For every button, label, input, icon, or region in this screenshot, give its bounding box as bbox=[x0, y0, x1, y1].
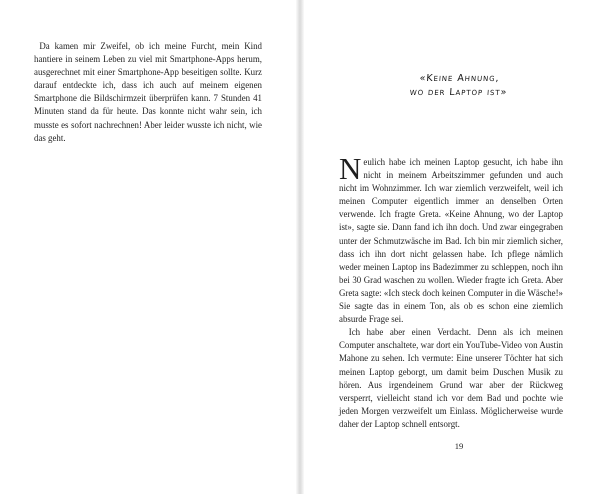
paragraph-1-text: eulich habe ich meinen Laptop gesucht, ich habe ihn nicht in meinem Arbeitszimmer gefunden und auch nicht im Wohnzimmer. Ich war ziemlich verzweifelt, weil ich meinen Computer eigentlich immer an denselben Orten verwende. Ich fragte Greta. «Keine Ahnung, wo der Laptop ist», sagte sie. Dann fand ich ihn doch. Und zwar eingegraben unter der Schmutzwäsche im Bad. Ich bin mir ziemlich sicher, dass ich ihn dort nicht gelassen habe. Ich pflege nämlich weder meinen Laptop ins Badezimmer zu schleppen, noch ihn bei 30 Grad waschen zu wollen. Wieder fragte ich Greta. Aber Greta sagte: «Ich steck doch keinen Computer in die Wäsche!» Sie sagte das in einem Ton, als ob es schon eine ziemlich absurde Frage sei. bbox=[339, 157, 563, 325]
right-page-paragraph-1 bbox=[339, 151, 563, 326]
chapter-heading bbox=[403, 72, 515, 100]
chapter-heading-line-1: «Keine Ahnung, bbox=[419, 73, 500, 84]
page-number: 19 bbox=[454, 441, 464, 451]
drop-cap: N bbox=[339, 151, 362, 186]
book-gutter bbox=[296, 0, 304, 494]
right-page-body bbox=[339, 151, 563, 431]
right-page-paragraph-2: Ich habe aber einen Verdacht. Denn als ich meinen Computer anschaltete, war dort ein YouTube-Video von Austin Mahone zu sehen. Ich vermute: Eine unserer Töchter hat sich meinen Laptop geborgt, um damit beim Duschen Musik zu hören. Aus irgendeinem Grund war aber der Rückweg versperrt, vielleicht stand ich vor dem Bad und pochte wie jeden Morgen verzweifelt um Einlass. Möglicherweise wurde daher der Laptop schnell entsorgt. bbox=[339, 327, 563, 429]
chapter-heading-line-2: wo der Laptop ist» bbox=[409, 87, 508, 98]
left-page-paragraph: Da kamen mir Zweifel, ob ich meine Furcht, mein Kind hantiere in seinem Leben zu viel mit Smartphone-Apps herum, ausgerechnet mit einer Smartphone-App beseitigen sollte. Kurz darauf entdeckte ich, dass ich auch auf meinem eigenen Smartphone die Bildschirmzeit überprüfen kann. 7 Stunden 41 Minuten stand da für heute. Das konnte nicht wahr sein, ich musste es sofort nachrechnen! Aber leider wusste ich nicht, wie das geht. bbox=[34, 41, 262, 143]
